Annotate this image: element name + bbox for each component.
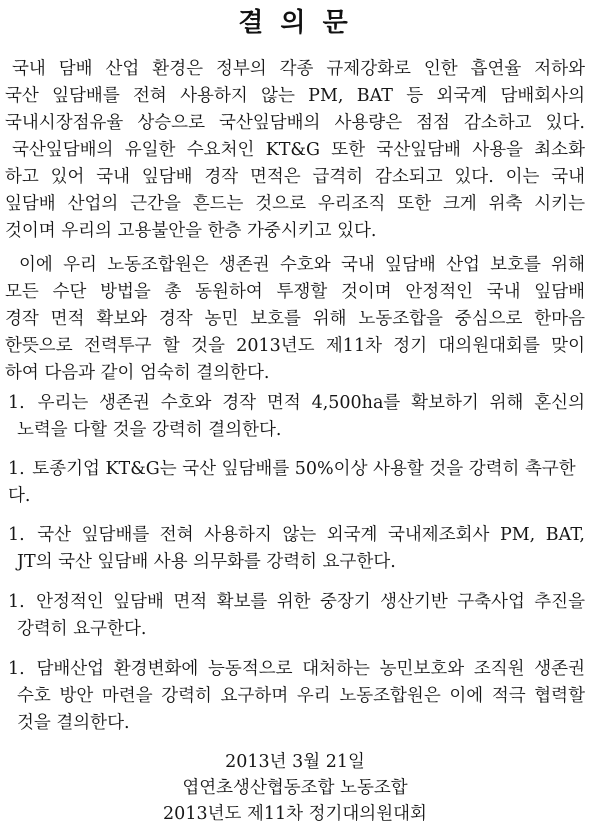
- text-line: 잎담배 산업의 근간을 흔드는 것으로 우리조직 또한 크게 위축 시키는: [5, 194, 585, 214]
- text-line: [8, 589, 585, 616]
- paragraph-intro: [5, 56, 585, 245]
- text-line: 것이며 우리의 고용불안을 한층 가중시키고 있다.: [5, 221, 377, 241]
- list-marker: 1.: [8, 592, 25, 612]
- text-line: 국내 담배 산업 환경은 정부의 각종 규제강화로 인한 흡연율 저하와: [12, 59, 585, 79]
- resolution-text: 안정적인 잎담배 면적 확보를 위한 중장기 생산기반 구축사업 추진을: [36, 592, 585, 612]
- list-marker: 1.: [8, 525, 25, 545]
- resolution-item: [5, 589, 585, 643]
- text-line: 하여 다음과 같이 엄숙히 결의한다.: [5, 363, 270, 383]
- resolution-text: 토종기업 KT&G는 국산 잎담배를 50%이상 사용할 것을 강력히 촉구한다.: [8, 459, 576, 506]
- text-line: 하고 있어 국내 잎담배 경작 면적은 급격히 감소되고 있다. 이는 국내: [5, 167, 585, 187]
- text-line: [8, 390, 585, 417]
- text-line: 한뜻으로 전력투구 할 것을 2013년도 제11차 정기 대의원대회를 맞이: [5, 336, 585, 356]
- resolution-text: 담배산업 환경변화에 능동적으로 대처하는 농민보호와 조직원 생존권: [36, 659, 585, 679]
- text-line: 수호 방안 마련을 강력히 요구하며 우리 노동조합원은 이에 적극 협력할: [17, 686, 585, 706]
- footer-event: 2013년도 제11차 정기대의원대회: [163, 804, 427, 824]
- text-line: [8, 456, 585, 510]
- footer-date: 2013년 3월 21일: [225, 752, 365, 772]
- resolution-item: [5, 390, 585, 444]
- resolution-item: [5, 456, 585, 510]
- text-line: 이에 우리 노동조합원은 생존권 수호와 국내 잎담배 산업 보호를 위해: [19, 255, 585, 275]
- footer-organization: 엽연초생산협동조합 노동조합: [182, 778, 408, 798]
- text-line: 노력을 다할 것을 강력히 결의한다.: [17, 420, 282, 440]
- text-line: 모든 수단 방법을 총 동원하여 투쟁할 것이며 안정적인 국내 잎담배: [5, 282, 585, 302]
- text-line: 경작 면적 확보와 경작 농민 보호를 위해 노동조합을 중심으로 한마음: [5, 309, 585, 329]
- resolution-item: [5, 656, 585, 737]
- list-marker: 1.: [8, 393, 25, 413]
- paragraph-preamble: [5, 252, 585, 387]
- list-marker: 1.: [8, 459, 25, 479]
- document-footer: [5, 749, 585, 827]
- text-line: 것을 결의한다.: [17, 713, 130, 733]
- text-line: 강력히 요구한다.: [17, 619, 147, 639]
- text-line: 국산 잎담배를 전혀 사용하지 않는 PM, BAT 등 외국계 담배회사의: [5, 86, 585, 106]
- text-line: 국산잎담배의 유일한 수요처인 KT&G 또한 국산잎담배 사용을 최소화: [12, 140, 585, 160]
- text-line: JT의 국산 잎담배 사용 의무화를 강력히 요구한다.: [17, 552, 396, 572]
- resolution-text: 국산 잎담배를 전혀 사용하지 않는 외국계 국내제조회사 PM, BAT,: [37, 525, 585, 545]
- text-line: 국내시장점유율 상승으로 국산잎담배의 사용량은 점점 감소하고 있다.: [5, 113, 585, 133]
- resolution-item: [5, 522, 585, 576]
- page-title: 결 의 문: [238, 8, 352, 38]
- text-line: [8, 656, 585, 683]
- resolution-text: 우리는 생존권 수호와 경작 면적 4,500ha를 확보하기 위해 혼신의: [37, 393, 585, 413]
- text-line: [8, 522, 585, 549]
- list-marker: 1.: [8, 659, 25, 679]
